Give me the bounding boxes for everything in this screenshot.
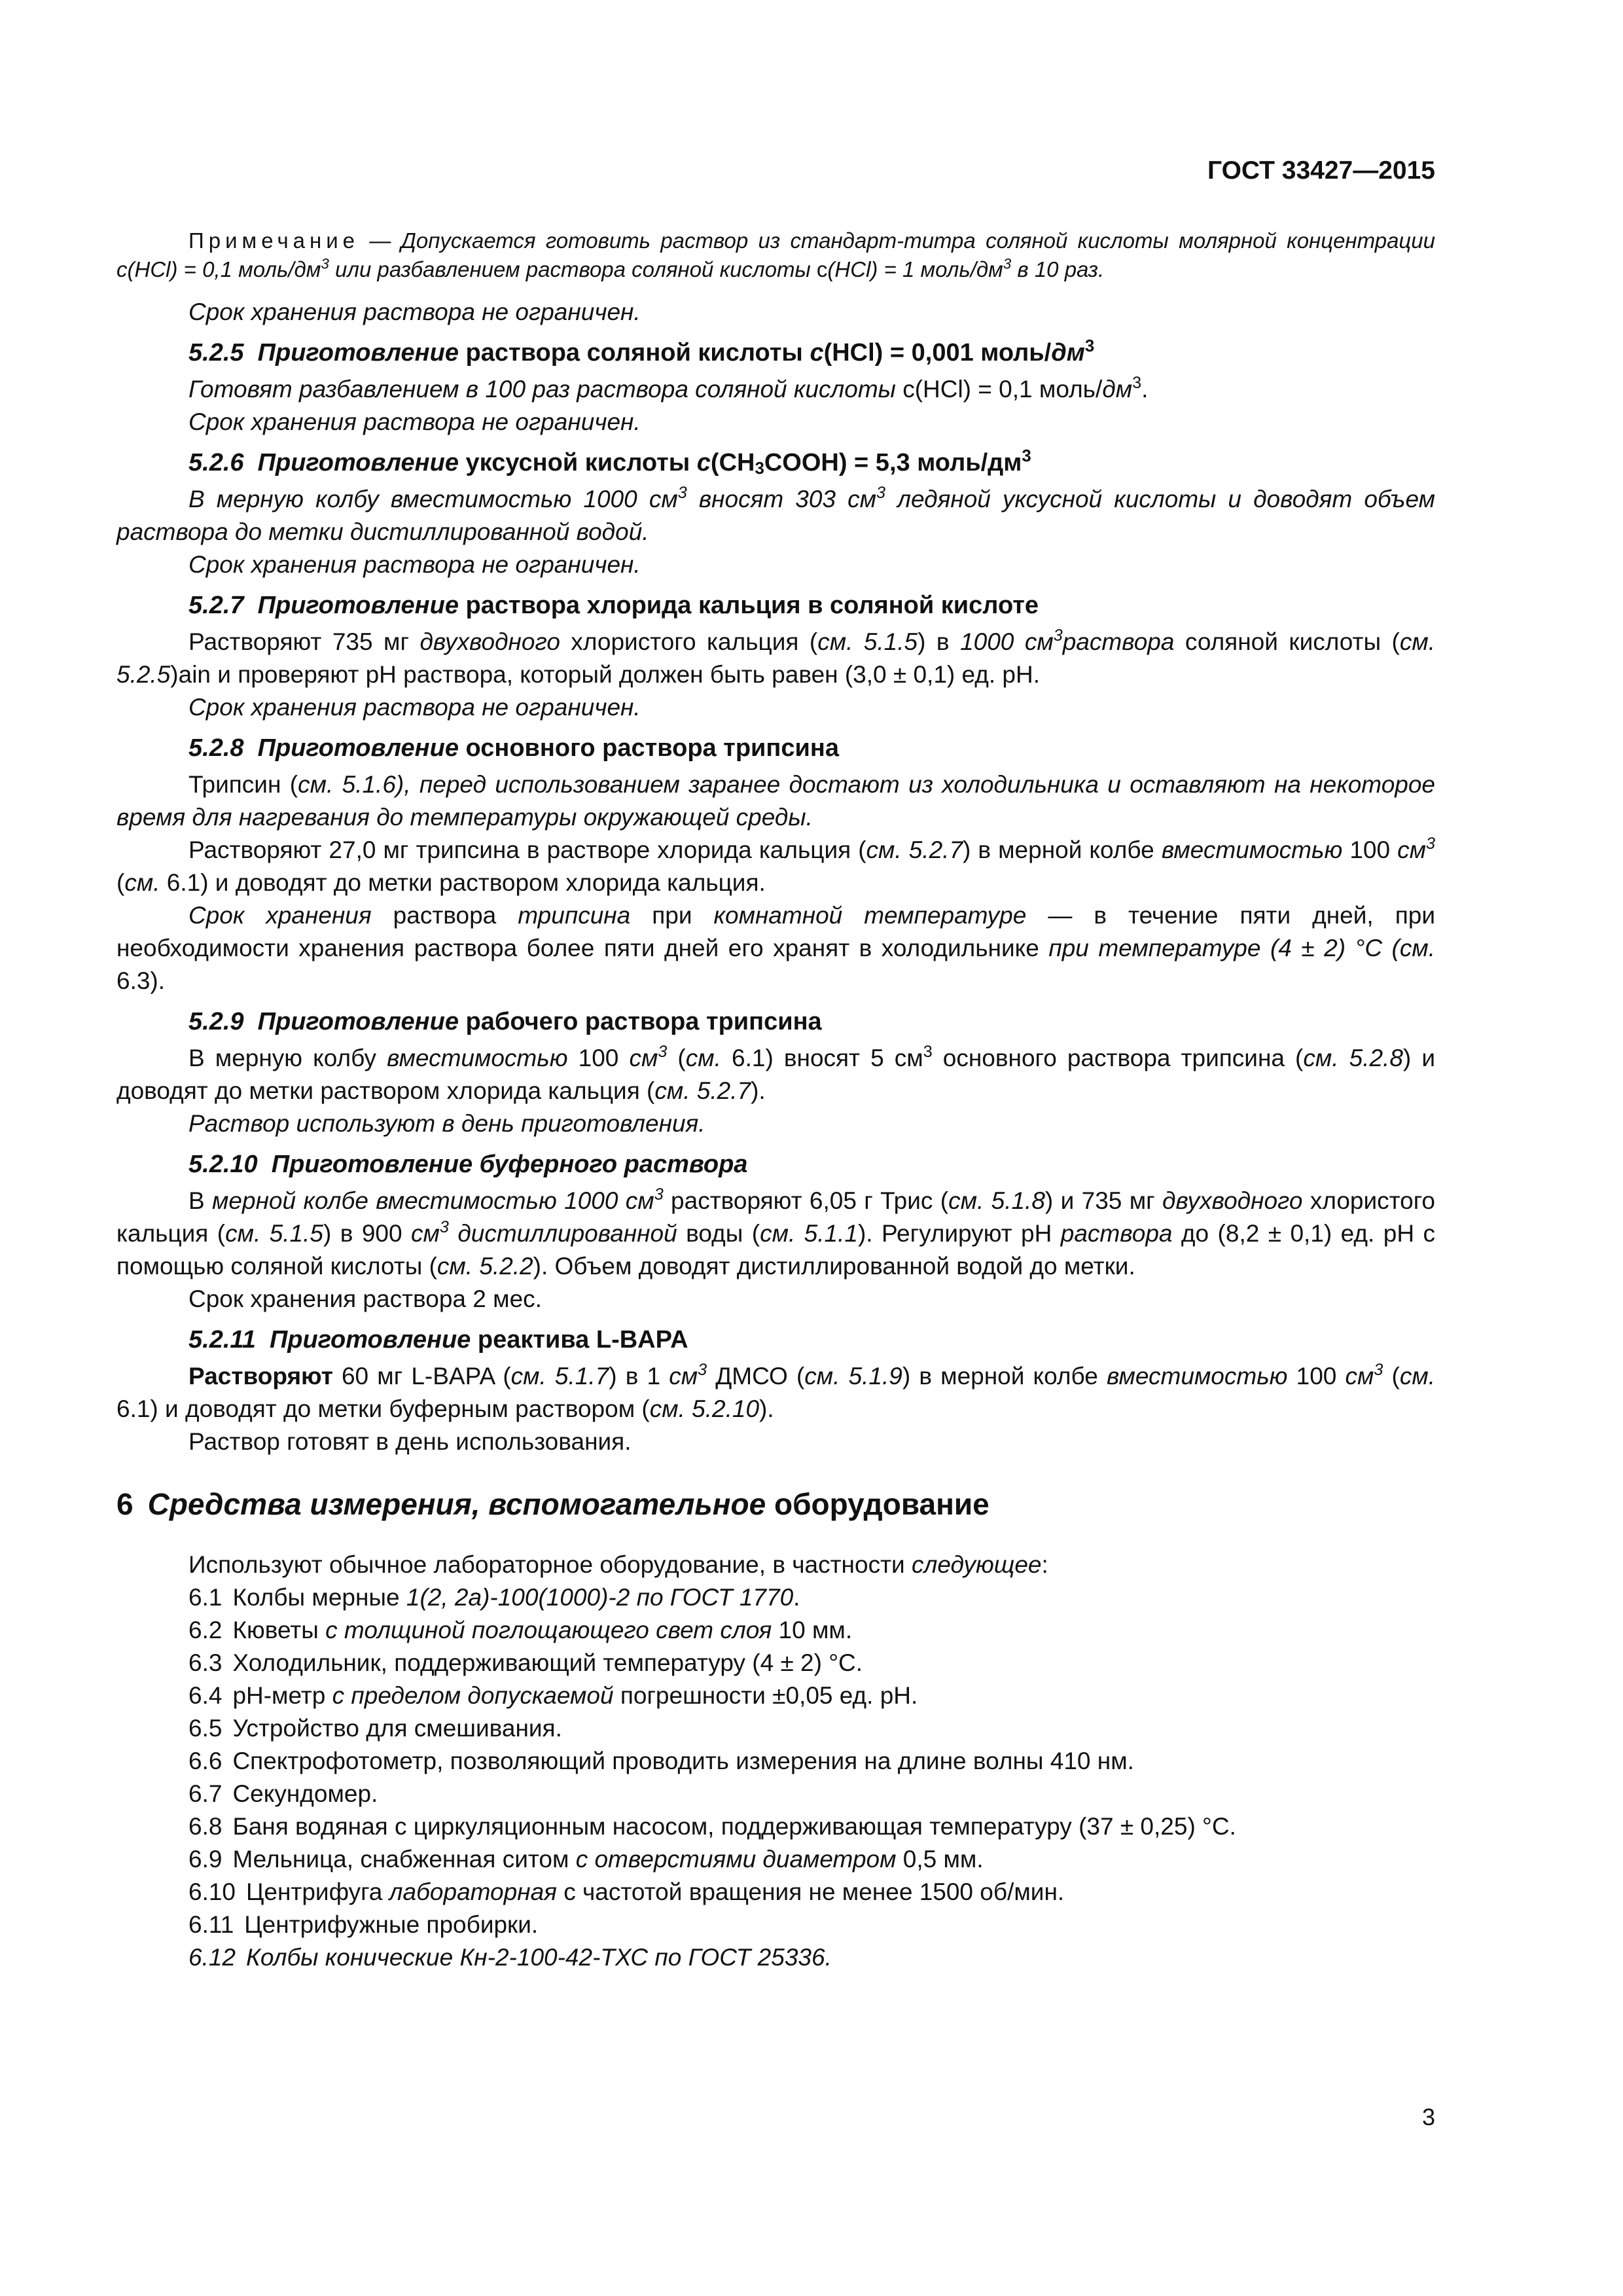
paragraph-5-2-10: В мерной колбе вместимостью 1000 $см^3$ растворяют 6,05 г Трис (см. 5.1.8) и 735 мг двухводного хлористого кальция (см. 5.1.5) в 900 $см^3$ дистиллированной воды (см. 5.1.1). Регулируют pH раствора до (8,2 ± 0,1) ед. pH с помощью соляной кислоты (см. 5.2.2). Объем доводят дистиллированной водой до метки. <box>116 1185 1436 1280</box>
equipment-list <box>116 1581 1435 1974</box>
heading-5-2-11: 5.2.11 Приготовление реактива L-BAPA <box>188 1326 688 1354</box>
paragraph-5-2-8-c: Срок хранения раствора трипсина при комнатной температуре — в течение пяти дней, при необходимости хранения раствора более пяти дней его хранят в холодильнике при температуре (4 ± 2) °С (см. 6.3). <box>116 902 1436 994</box>
list-item: 6.12 Колбы конические Кн-2-100-42-ТХС по ГОСТ 25336. <box>188 1944 832 1971</box>
storage-note: Срок хранения раствора не ограничен. <box>188 694 641 721</box>
list-item: 6.3 Холодильник, поддерживающий температуру (4 ± 2) °С. <box>188 1649 863 1676</box>
paragraph-5-2-10-note: Срок хранения раствора 2 мес. <box>188 1285 542 1312</box>
list-item: 6.4 pH-метр с пределом допускаемой погрешности ±0,05 ед. pH. <box>188 1682 918 1709</box>
paragraph-5-2-9: В мерную колбу вместимостью 100 $см^3$ (см. 6.1) вносят 5 $см^3$ основного раствора трипсина (см. 5.2.8) и доводят до метки раствором хлорида кальция (см. 5.2.7). <box>116 1043 1436 1104</box>
storage-note: Срок хранения раствора не ограничен. <box>188 551 641 578</box>
heading-5-2-8: 5.2.8 Приготовление основного раствора трипсина <box>188 734 839 762</box>
list-item: 6.2 Кюветы с толщиной поглощающего свет слоя 10 мм. <box>188 1617 853 1643</box>
storage-note: Срок хранения раствора не ограничен. <box>188 408 641 435</box>
paragraph-5-2-9-note: Раствор используют в день приготовления. <box>188 1110 705 1137</box>
list-item: 6.6 Спектрофотометр, позволяющий проводить измерения на длине волны 410 нм. <box>188 1748 1134 1774</box>
list-item: 6.1 Колбы мерные 1(2, 2а)-100(1000)-2 по ГОСТ 1770. <box>188 1584 800 1611</box>
paragraph-5-2-5: Готовят разбавлением в 100 раз раствора соляной кислоты c(HCl) = 0,1 моль/$дм^3$. <box>188 374 1149 403</box>
paragraph-5-2-6: В мерную колбу вместимостью 1000 $см^3$ вносят 303 $см^3$ ледяной уксусной кислоты и доводят объем раствора до метки дистиллированной водой. <box>116 484 1436 545</box>
section-6-intro: Используют обычное лабораторное оборудование, в частности следующее: <box>188 1551 1048 1578</box>
paragraph-5-2-11: Растворяют 60 мг L-BAPA (см. 5.1.7) в 1 $см^3$ ДМСО (см. 5.1.9) в мерной колбе вместимостью 100 $см^3$ (см. 6.1) и доводят до метки буферным раствором (см. 5.2.10). <box>116 1361 1436 1422</box>
list-item: 6.9 Мельница, снабженная ситом с отверстиями диаметром 0,5 мм. <box>188 1846 984 1873</box>
heading-5-2-9: 5.2.9 Приготовление рабочего раствора трипсина <box>188 1008 822 1035</box>
heading-5-2-6: 5.2.6 Приготовление уксусной кислоты $c(CH_3COOH) = 5,3$ моль/$дм^3$ <box>188 446 1031 478</box>
note-label: Примечание <box>188 228 360 253</box>
storage-note: Срок хранения раствора не ограничен. <box>188 298 641 325</box>
heading-5-2-7: 5.2.7 Приготовление раствора хлорида кальция в соляной кислоте <box>188 592 1039 619</box>
list-item: 6.5 Устройство для смешивания. <box>188 1715 562 1742</box>
page-number: 3 <box>1421 2104 1435 2130</box>
section-6-heading: 6 Средства измерения, вспомогательное оборудование <box>116 1487 990 1521</box>
paragraph-5-2-11-note: Раствор готовят в день использования. <box>188 1428 632 1455</box>
note-paragraph: Примечание — Допускается готовить раствор из стандарт-титра соляной кислоты молярной концентрации c(HCl) = 0,1 моль/$дм^3$ или разбавлением раствора соляной кислоты c(HCl) = 1 моль/$дм^3$ в 10 раз. <box>116 228 1435 281</box>
doc-code: ГОСТ 33427—2015 <box>1207 156 1435 185</box>
paragraph-5-2-8-b: Растворяют 27,0 мг трипсина в растворе хлорида кальция (см. 5.2.7) в мерной колбе вместимостью 100 $см^3$ (см. 6.1) и доводят до метки раствором хлорида кальция. <box>116 834 1436 896</box>
list-item: 6.7 Секундомер. <box>188 1780 378 1807</box>
heading-5-2-5: 5.2.5 Приготовление раствора соляной кислоты c(HCl) = 0,001 моль/$дм^3$ <box>188 336 1095 367</box>
list-item: 6.10 Центрифуга лабораторная с частотой вращения не менее 1500 об/мин. <box>188 1878 1065 1905</box>
page-content <box>116 226 1435 1974</box>
heading-5-2-10: 5.2.10 Приготовление буферного раствора <box>188 1151 748 1178</box>
list-item: 6.11 Центрифужные пробирки. <box>188 1911 539 1938</box>
paragraph-5-2-8-a: Трипсин (см. 5.1.6), перед использованием заранее достают из холодильника и оставляют на некоторое время для нагревания до температуры окружающей среды. <box>116 771 1436 831</box>
list-item: 6.8 Баня водяная с циркуляционным насосом, поддерживающая температуру (37 ± 0,25) °С. <box>188 1813 1236 1840</box>
paragraph-5-2-7: Растворяют 735 мг двухводного хлористого кальция (см. 5.1.5) в 1000 $см^3раствора$ соляной кислоты (см. 5.2.5)ain и проверяют pH раствора, который должен быть равен (3,0 ± 0,1) ед. pH. <box>116 626 1435 688</box>
doc-header <box>1207 154 1435 187</box>
